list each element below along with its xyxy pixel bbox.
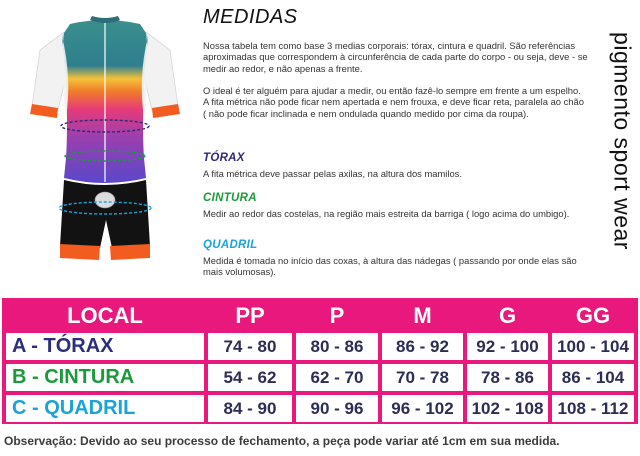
header-gg: GG xyxy=(552,302,634,329)
size-value-p: 80 - 86 xyxy=(296,333,378,360)
brand-logo xyxy=(602,6,640,276)
size-value-gg: 100 - 104 xyxy=(552,333,634,360)
size-value-pp: 84 - 90 xyxy=(208,395,292,422)
section-title-quadril: QUADRIL xyxy=(203,239,258,251)
header-m: M xyxy=(382,302,463,329)
page-title: MEDIDAS xyxy=(203,6,298,28)
row-label-a-torax: A - TÓRAX xyxy=(6,333,204,360)
header-p: P xyxy=(296,302,378,329)
section-title-cintura: CINTURA xyxy=(203,192,257,204)
size-value-g: 78 - 86 xyxy=(467,364,548,391)
size-value-g: 92 - 100 xyxy=(467,333,548,360)
row-label-b-cintura: B - CINTURA xyxy=(6,364,204,391)
size-value-pp: 54 - 62 xyxy=(208,364,292,391)
header-local: LOCAL xyxy=(6,302,204,329)
row-label-c-quadril: C - QUADRIL xyxy=(6,395,204,422)
size-value-p: 90 - 96 xyxy=(296,395,378,422)
size-value-gg: 108 - 112 xyxy=(552,395,634,422)
header-pp: PP xyxy=(208,302,292,329)
size-value-gg: 86 - 104 xyxy=(552,364,634,391)
size-table xyxy=(2,298,638,424)
size-value-m: 86 - 92 xyxy=(382,333,463,360)
intro-paragraph-2: O ideal é ter alguém para ajudar a medir, ou então fazê-lo sempre em frente a um espelho. A fita métrica não pode ficar nem apertada e nem frouxa, e deve ficar reta, paralela ao chão ( não pode ficar inclinada e nem ondulada quando medido por cima da roupa). xyxy=(203,85,584,119)
size-value-m: 70 - 78 xyxy=(382,364,463,391)
header-g: G xyxy=(467,302,548,329)
size-value-m: 96 - 102 xyxy=(382,395,463,422)
footer-note: Observação: Devido ao seu processo de fechamento, a peça pode variar até 1cm em sua medida. xyxy=(4,434,560,448)
section-desc-quadril: Medida é tomada no início das coxas, à altura das nádegas ( passando por onde elas são mais volumosas). xyxy=(203,255,577,278)
section-desc-cintura: Medir ao redor das costelas, na região mais estreita da barriga ( logo acima do umbigo). xyxy=(203,208,570,219)
size-value-p: 62 - 70 xyxy=(296,364,378,391)
section-desc-torax: A fita métrica deve passar pelas axilas, na altura dos mamilos. xyxy=(203,168,462,179)
size-value-g: 102 - 108 xyxy=(467,395,548,422)
cycling-outfit-illustration xyxy=(20,8,190,266)
section-title-torax: TÓRAX xyxy=(203,152,245,164)
brand-text: pigmento sport wear xyxy=(609,32,636,250)
intro-paragraph-1: Nossa tabela tem como base 3 medias corporais: tórax, cintura e quadril. São referências aproximadas que correspondem à circunferência de cada parte do corpo - ou seja, deve - se medir ao redor, e não apenas a frente. xyxy=(203,40,588,74)
size-value-pp: 74 - 80 xyxy=(208,333,292,360)
